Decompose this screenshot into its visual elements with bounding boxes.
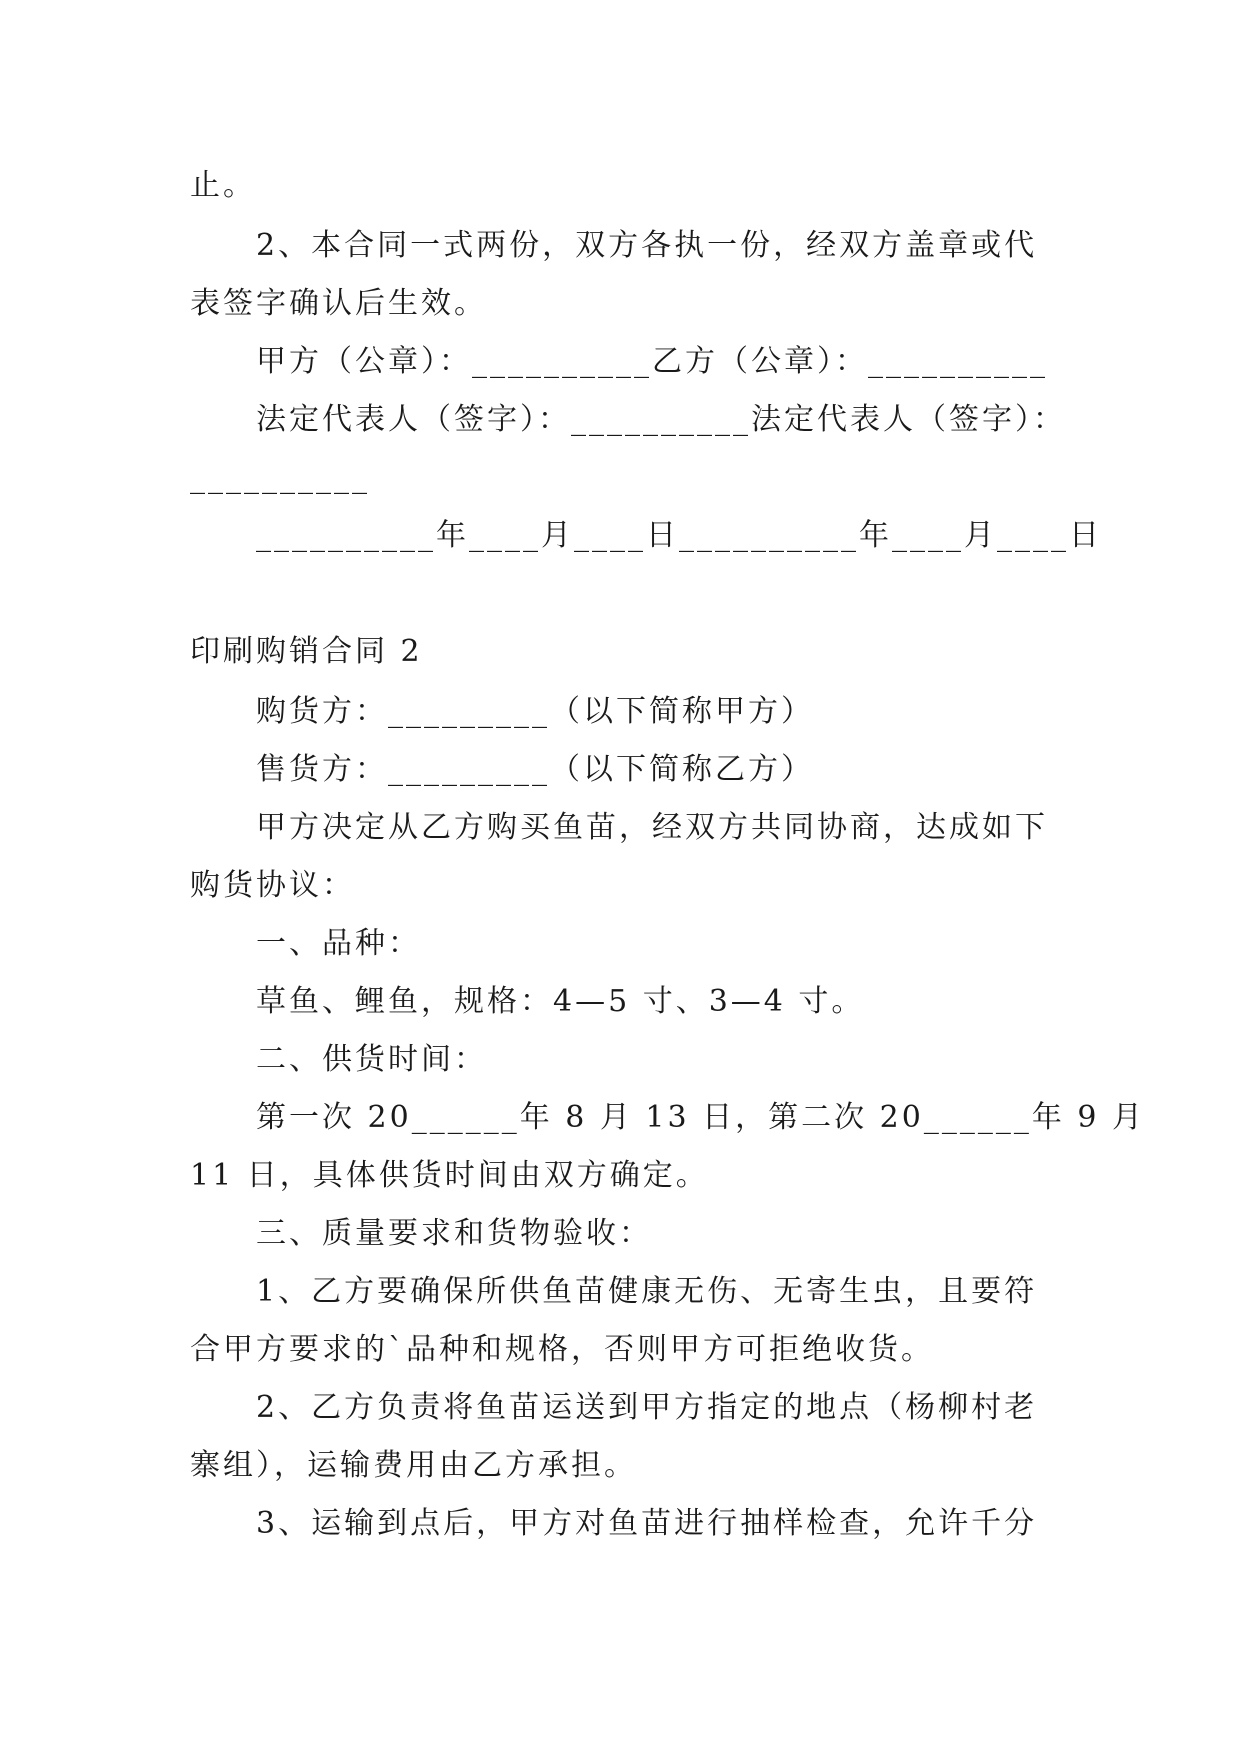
text-line: 第一次 20______年 8 月 13 日，第二次 20______年 9 月 [256,1100,1145,1135]
clause-heading: 一、品种： [256,926,421,961]
text-line: 购货方：_________（以下简称甲方） [256,694,814,729]
clause-heading: 二、供货时间： [256,1042,487,1077]
text-line: 2、本合同一式两份，双方各执一份，经双方盖章或代 [256,228,1038,263]
text-line: 草鱼、鲤鱼，规格：4—5 寸、3—4 寸。 [256,984,865,1019]
text-line: 1、乙方要确保所供鱼苗健康无伤、无寄生虫，且要符 [256,1274,1038,1309]
section-title: 印刷购销合同 2 [190,634,423,669]
text-line: 11 日，具体供货时间由双方确定。 [190,1158,709,1193]
signature-line: 甲方（公章）：__________乙方（公章）：__________ [256,344,1048,379]
signature-line: 法定代表人（签字）：__________法定代表人（签字）： [256,402,1066,437]
text-line: 表签字确认后生效。 [190,286,487,321]
date-line: __________年____月____日__________年____月____日 [256,518,1102,553]
text-line: 寨组），运输费用由乙方承担。 [190,1448,637,1483]
text-line: 2、乙方负责将鱼苗运送到甲方指定的地点（杨柳村老 [256,1390,1038,1425]
text-line: 售货方：_________（以下简称乙方） [256,752,814,787]
text-line: 止。 [190,168,256,203]
clause-heading: 三、质量要求和货物验收： [256,1216,652,1251]
text-line: 甲方决定从乙方购买鱼苗，经双方共同协商，达成如下 [256,810,1048,845]
text-line: 3、运输到点后，甲方对鱼苗进行抽样检查，允许千分 [256,1506,1038,1541]
text-line: 购货协议： [190,868,355,903]
signature-line: __________ [190,460,370,495]
text-line: 合甲方要求的`品种和规格，否则甲方可拒绝收货。 [190,1332,934,1367]
